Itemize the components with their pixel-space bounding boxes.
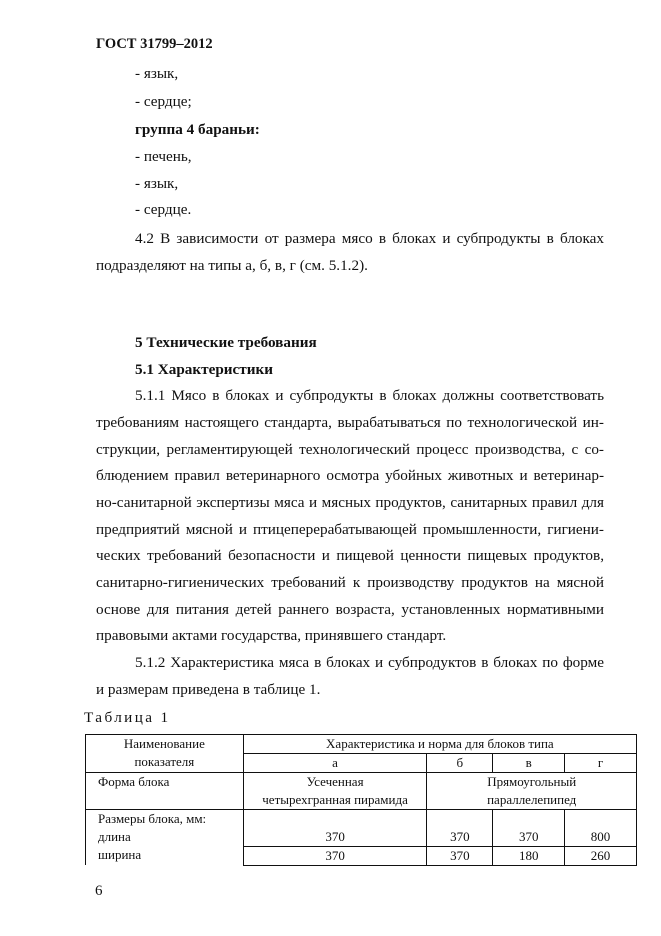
- section-heading: 5 Технические требования: [135, 334, 317, 351]
- standard-header: ГОСТ 31799–2012: [96, 36, 213, 52]
- paragraph-line: ческих требований безопасности и пищевой ценности пищевых продуктов,: [96, 547, 604, 564]
- width-b: 370: [427, 846, 493, 865]
- paragraph-line: 5.1.2 Характеристика мяса в блоках и субпродуктов в блоках по форме: [135, 654, 604, 671]
- type-header-g: г: [565, 754, 637, 773]
- paragraph-line: санитарно-гигиенических требований к производству продуктов на мясной: [96, 574, 604, 591]
- paragraph-line: подразделяют на типы а, б, в, г (см. 5.1.2).: [96, 257, 368, 274]
- paragraph-line: но-санитарной экспертизы мяса и мясных продуктов, санитарных правил для: [96, 494, 604, 511]
- paragraph-line: основе для питания детей раннего возраста, установленных нормативными: [96, 601, 604, 618]
- list-item: - язык,: [135, 65, 179, 82]
- size-label: Размеры блока, мм:: [98, 811, 207, 826]
- type-header-b: б: [427, 754, 493, 773]
- header-text: Наименование: [123, 736, 205, 751]
- list-item: - язык,: [135, 175, 179, 192]
- table-row: [86, 846, 637, 865]
- paragraph-line: блюдением правил ветеринарного осмотра убойных животных и ветеринар-: [96, 467, 604, 484]
- cell-text: параллелепипед: [487, 792, 577, 807]
- group-header: Характеристика и норма для блоков типа: [243, 735, 636, 754]
- width-g: 260: [565, 846, 637, 865]
- list-item: - печень,: [135, 148, 192, 165]
- table-row: [86, 735, 637, 754]
- paragraph-line: требованиям настоящего стандарта, вырабатываться по технологической ин-: [96, 414, 604, 431]
- table-row: [86, 773, 637, 810]
- subsection-heading: 5.1 Характеристики: [135, 361, 273, 378]
- table-caption: Таблица 1: [84, 709, 171, 726]
- page-number: 6: [95, 883, 103, 899]
- shape-label: Форма блока: [86, 773, 244, 810]
- cell-text: Прямоугольный: [487, 774, 577, 789]
- row-label-width: ширина: [86, 846, 244, 865]
- length-b: 370: [427, 810, 493, 847]
- header-text: показателя: [134, 754, 195, 769]
- row-label-length: длина: [98, 829, 131, 844]
- group-heading: группа 4 бараньи:: [135, 121, 260, 138]
- width-a: 370: [243, 846, 427, 865]
- paragraph-line: 5.1.1 Мясо в блоках и субпродукты в блоках должны соответствовать: [135, 387, 604, 404]
- paragraph-line: 4.2 В зависимости от размера мясо в блоках и субпродукты в блоках: [135, 230, 604, 247]
- characteristics-table: [85, 734, 637, 866]
- cell-text: четырехгранная пирамида: [262, 792, 408, 807]
- width-v: 180: [493, 846, 565, 865]
- paragraph-line: правовыми актами государства, принявшего стандарт.: [96, 627, 447, 644]
- table-row: [86, 810, 637, 847]
- cell-text: Усеченная: [306, 774, 364, 789]
- type-header-a: а: [243, 754, 427, 773]
- size-label-cell: [86, 810, 244, 847]
- paragraph-line: и размерам приведена в таблице 1.: [96, 681, 321, 698]
- shape-bvg-cell: [427, 773, 637, 810]
- length-g: 800: [565, 810, 637, 847]
- list-item: - сердце.: [135, 201, 192, 218]
- length-a: 370: [243, 810, 427, 847]
- paragraph-line: струкции, регламентирующей технологический процесс производства, с со-: [96, 441, 604, 458]
- shape-a-cell: [243, 773, 427, 810]
- list-item: - сердце;: [135, 93, 192, 110]
- paragraph-line: предприятий мясной и птицеперерабатывающей промышленности, гигиени-: [96, 521, 604, 538]
- type-header-v: в: [493, 754, 565, 773]
- length-v: 370: [493, 810, 565, 847]
- col-header-indicator: [86, 735, 244, 773]
